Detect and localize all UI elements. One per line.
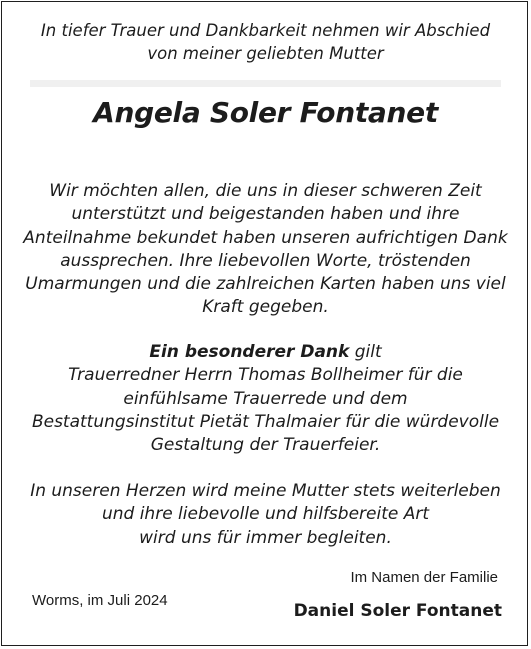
special-thanks-paragraph	[0, 341, 531, 457]
paragraph-line: wird uns für immer begleiten.	[139, 527, 392, 548]
paragraph-line: In unseren Herzen wird meine Mutter stets weiterleben	[30, 481, 501, 501]
paragraph-line: unterstützt und beigestanden haben und ihre	[71, 204, 460, 225]
paragraph-line: einfühlsame Trauerrede und dem	[123, 388, 408, 409]
closing-paragraph	[0, 480, 531, 550]
paragraph-line: aussprechen. Ihre liebevollen Worte, tröstenden	[60, 250, 471, 271]
header-text	[0, 19, 531, 65]
signer-name: Daniel Soler Fontanet	[293, 601, 502, 621]
paragraph-line: Wir möchten allen, die uns in dieser schweren Zeit	[49, 181, 482, 201]
header-line: In tiefer Trauer und Dankbarkeit nehmen wir Abschied	[40, 21, 491, 40]
paragraph-line: Umarmungen und die zahlreichen Karten haben uns viel	[25, 274, 506, 295]
paragraph-line: Bestattungsinstitut Pietät Thalmaier für die würdevolle	[31, 411, 500, 432]
deceased-name: Angela Soler Fontanet	[93, 96, 438, 129]
special-thanks-heading	[0, 341, 531, 364]
special-thanks-rest: gilt	[349, 342, 382, 362]
divider	[30, 80, 501, 87]
signoff-label: Im Namen der Familie	[350, 569, 498, 586]
place-date: Worms, im Juli 2024	[32, 592, 168, 609]
paragraph-line: Gestaltung der Trauerfeier.	[150, 435, 381, 456]
special-thanks-bold: Ein besonderer Dank	[149, 342, 350, 362]
paragraph-line: Trauerredner Herrn Thomas Bollheimer für die	[68, 365, 463, 386]
paragraph-line: Kraft gegeben.	[202, 297, 329, 318]
paragraph-line: und ihre liebevolle und hilfsbereite Art	[101, 504, 430, 525]
header-line: von meiner geliebten Mutter	[147, 44, 384, 63]
paragraph-line: Anteilnahme bekundet haben unseren aufrichtigen Dank	[23, 227, 508, 248]
thanks-paragraph	[0, 180, 531, 320]
